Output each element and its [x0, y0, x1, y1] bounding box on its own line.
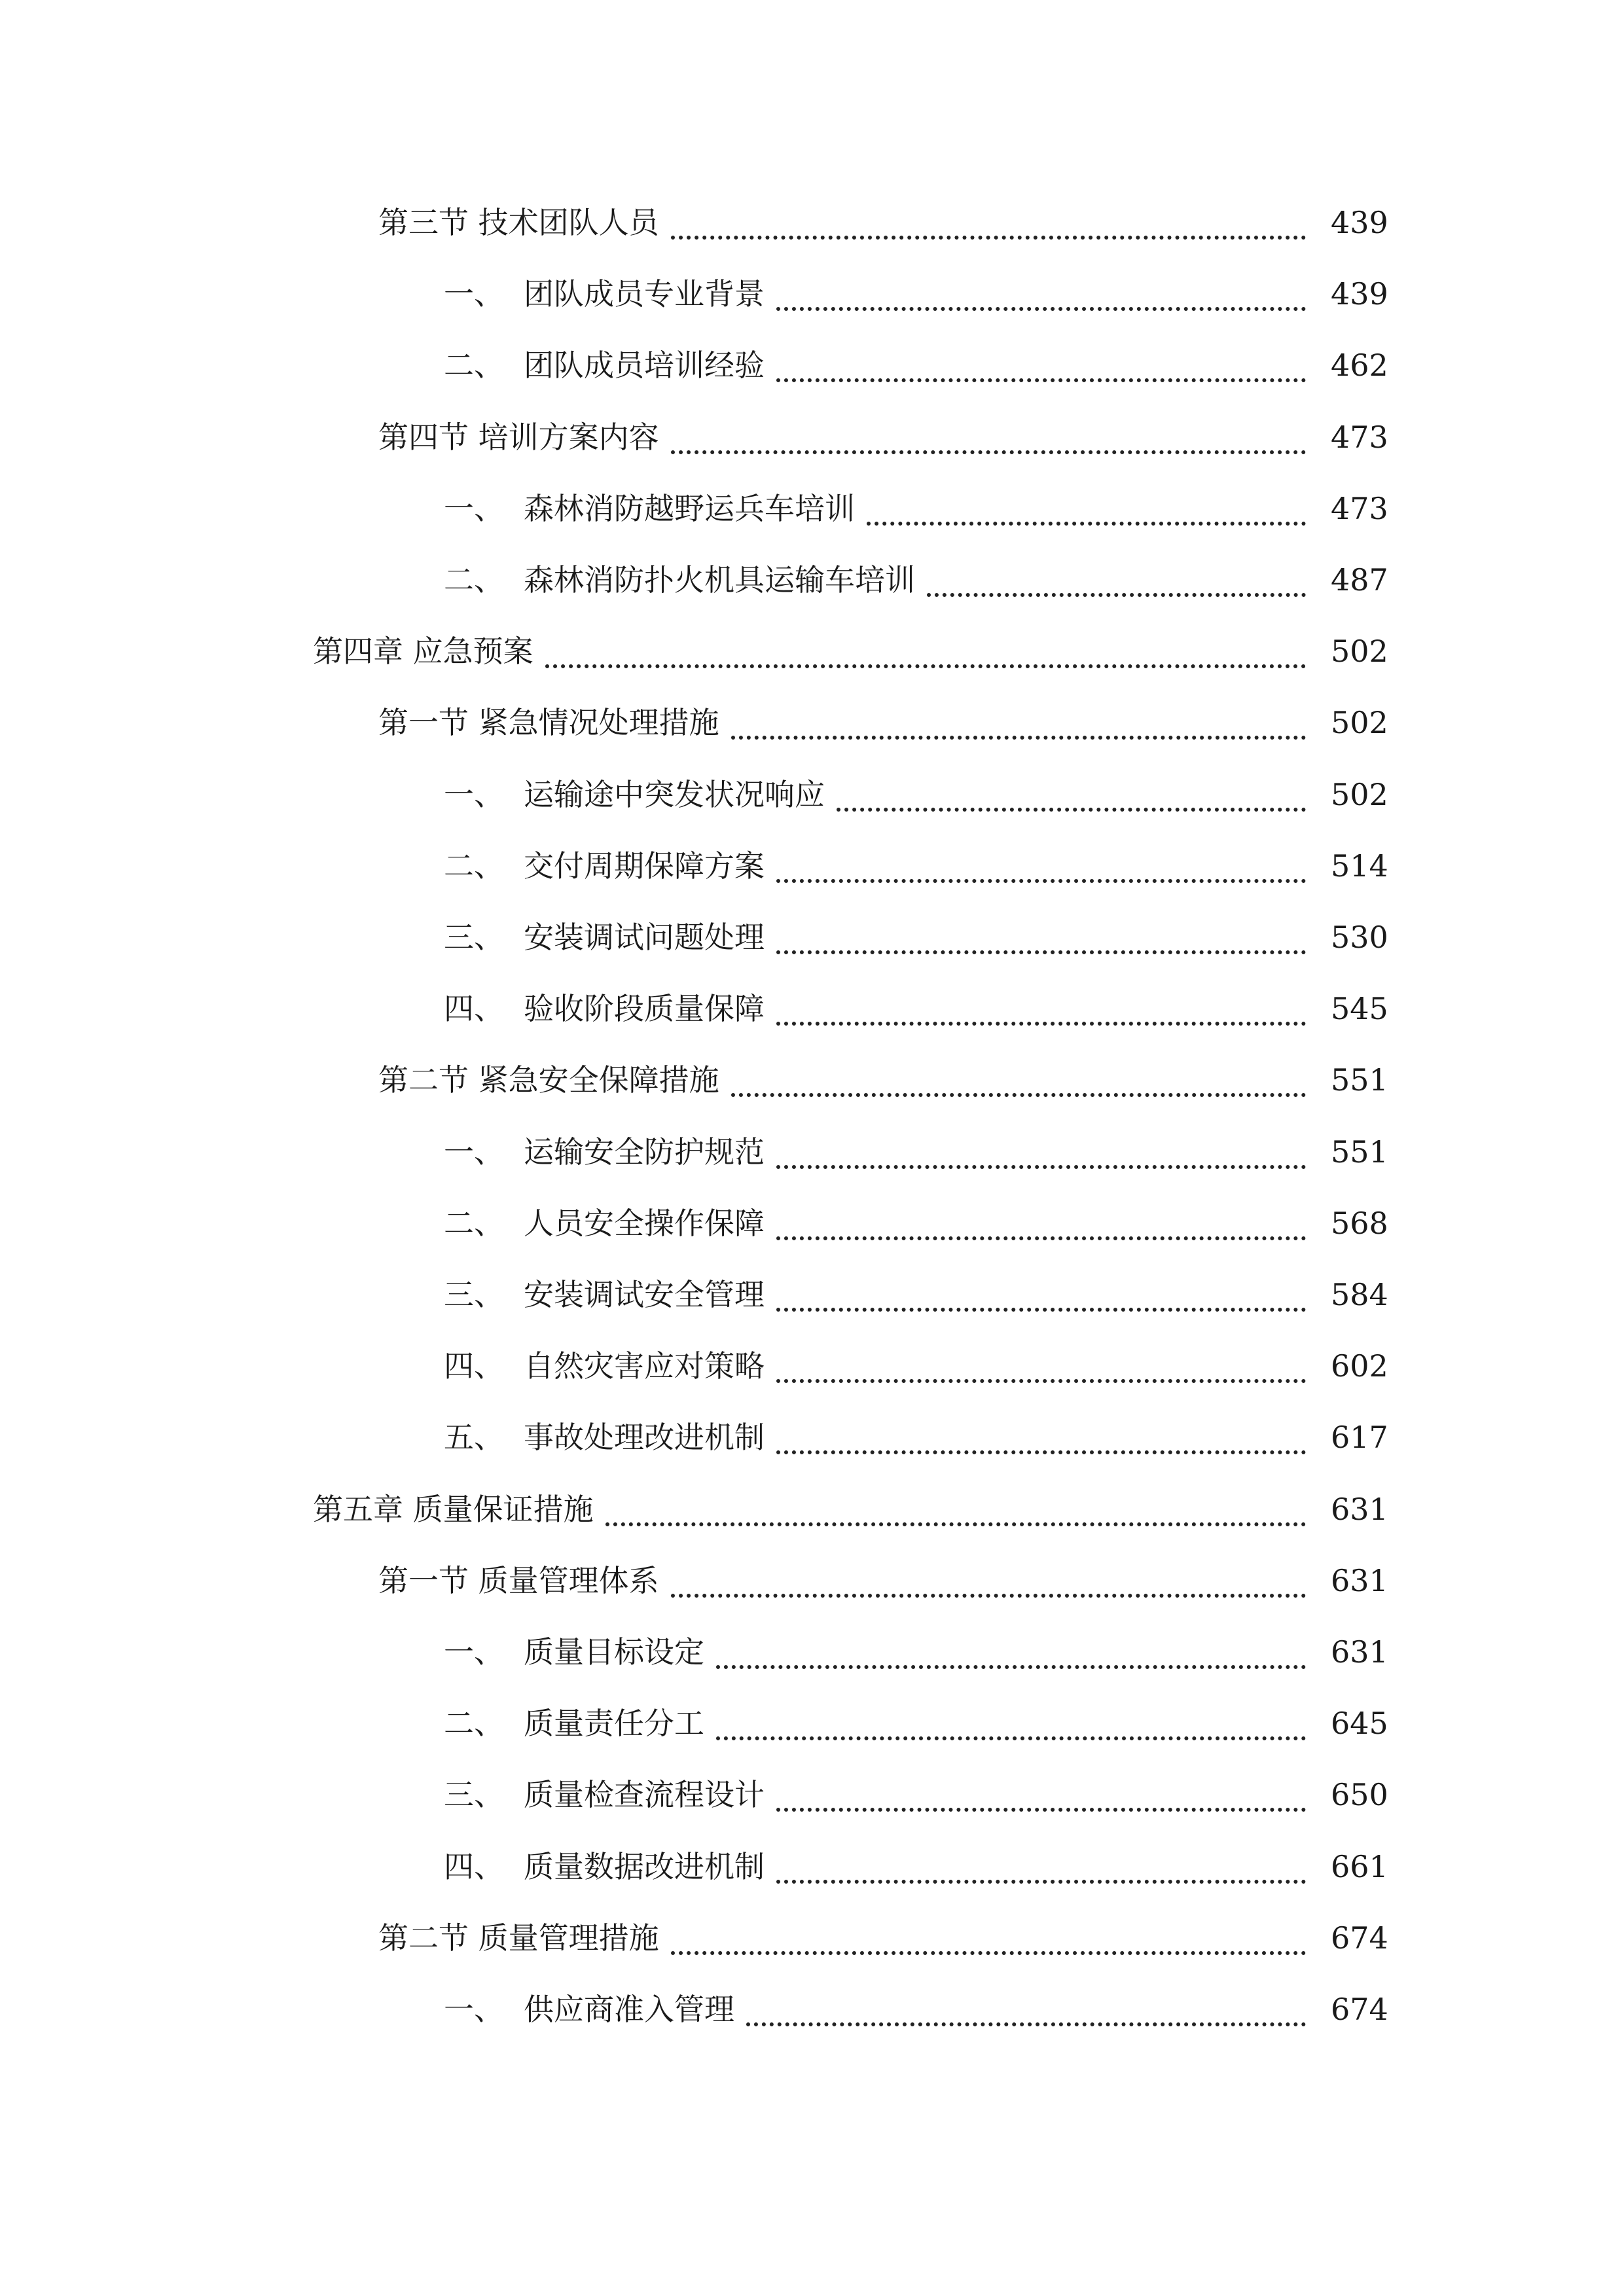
toc-entry[interactable] [0, 982, 1624, 1035]
toc-entry[interactable] [0, 339, 1624, 391]
toc-entry[interactable] [0, 1411, 1624, 1463]
toc-entry-number: 二、 [444, 562, 504, 598]
toc-page-number: 674 [1331, 1920, 1388, 1956]
toc-entry-number: 一、 [444, 1134, 504, 1170]
toc-entry-title: 第四章 应急预案 [313, 625, 539, 677]
toc-page-number: 602 [1331, 1348, 1388, 1384]
toc-entry-number: 一、 [444, 1992, 504, 2027]
toc-entry-title: 第五章 质量保证措施 [313, 1483, 599, 1535]
toc-page-number: 462 [1331, 348, 1388, 383]
toc-entry-number: 二、 [444, 348, 504, 383]
toc-page-number: 545 [1331, 991, 1388, 1026]
toc-dot-leader [776, 902, 1306, 954]
toc-entry-title: 质量目标设定 [524, 1626, 710, 1678]
toc-page-number: 674 [1331, 1992, 1388, 2027]
toc-entry-title: 第一节 质量管理体系 [378, 1554, 664, 1607]
toc-page-number: 650 [1331, 1777, 1388, 1812]
toc-dot-leader [776, 1759, 1306, 1812]
toc-dot-leader [837, 759, 1306, 812]
toc-entry-title: 人员安全操作保障 [524, 1197, 770, 1249]
toc-entry-number: 四、 [444, 991, 504, 1026]
toc-entry-title: 第三节 技术团队人员 [378, 196, 664, 249]
toc-page-number: 661 [1331, 1849, 1388, 1884]
toc-entry[interactable] [0, 411, 1624, 463]
toc-entry[interactable] [0, 554, 1624, 606]
toc-entry[interactable] [0, 482, 1624, 535]
toc-page-number: 645 [1331, 1706, 1388, 1741]
toc-entry-title: 交付周期保障方案 [524, 840, 770, 892]
toc-entry[interactable] [0, 911, 1624, 963]
toc-page-number: 473 [1331, 420, 1388, 455]
toc-entry-number: 三、 [444, 1777, 504, 1812]
toc-entry-number: 二、 [444, 1706, 504, 1741]
toc-entry[interactable] [0, 1983, 1624, 2036]
toc-page-number: 631 [1331, 1563, 1388, 1598]
toc-dot-leader [605, 1474, 1306, 1526]
toc-entry[interactable] [0, 1554, 1624, 1607]
toc-entry-number: 三、 [444, 1277, 504, 1312]
toc-page-number: 502 [1331, 777, 1388, 812]
toc-entry[interactable] [0, 1626, 1624, 1678]
toc-entry-number: 一、 [444, 491, 504, 526]
toc-page-number: 502 [1331, 634, 1388, 669]
toc-entry[interactable] [0, 1340, 1624, 1392]
toc-dot-leader [776, 1402, 1306, 1454]
toc-dot-leader [671, 1545, 1306, 1598]
toc-entry[interactable] [0, 1912, 1624, 1964]
toc-entry[interactable] [0, 1697, 1624, 1749]
toc-entry[interactable] [0, 1268, 1624, 1321]
toc-entry-title: 供应商准入管理 [524, 1983, 740, 2036]
toc-entry[interactable] [0, 696, 1624, 749]
toc-entry[interactable] [0, 1483, 1624, 1535]
toc-entry[interactable] [0, 268, 1624, 320]
toc-dot-leader [671, 1903, 1306, 1955]
toc-entry-title: 安装调试问题处理 [524, 911, 770, 963]
toc-dot-leader [776, 831, 1306, 883]
toc-entry-number: 五、 [444, 1420, 504, 1455]
toc-entry-number: 一、 [444, 777, 504, 812]
toc-entry-number: 四、 [444, 1849, 504, 1884]
toc-dot-leader [776, 330, 1306, 382]
toc-dot-leader [731, 687, 1306, 740]
toc-entry[interactable] [0, 1840, 1624, 1893]
toc-dot-leader [776, 1259, 1306, 1312]
toc-entry-title: 质量数据改进机制 [524, 1840, 770, 1893]
toc-page-number: 439 [1331, 276, 1388, 312]
toc-page-number: 551 [1331, 1062, 1388, 1098]
toc-dot-leader [671, 187, 1306, 240]
toc-entry-number: 四、 [444, 1348, 504, 1384]
toc-page-number: 568 [1331, 1206, 1388, 1241]
toc-entry[interactable] [0, 196, 1624, 249]
toc-entry-title: 第二节 质量管理措施 [378, 1912, 664, 1964]
toc-entry-title: 安装调试安全管理 [524, 1268, 770, 1321]
toc-page-number: 617 [1331, 1420, 1388, 1455]
toc-dot-leader [776, 1831, 1306, 1884]
toc-entry-number: 一、 [444, 276, 504, 312]
toc-dot-leader [746, 1974, 1306, 2026]
toc-entry-title: 森林消防扑火机具运输车培训 [524, 554, 920, 606]
toc-entry[interactable] [0, 625, 1624, 677]
toc-entry[interactable] [0, 1054, 1624, 1106]
toc-dot-leader [671, 402, 1306, 454]
toc-page-number: 631 [1331, 1634, 1388, 1670]
toc-entry-title: 运输安全防护规范 [524, 1126, 770, 1178]
toc-dot-leader [716, 1688, 1306, 1740]
toc-entry-title: 质量责任分工 [524, 1697, 710, 1749]
toc-entry-title: 第四节 培训方案内容 [378, 411, 664, 463]
toc-entry-number: 二、 [444, 848, 504, 884]
toc-entry[interactable] [0, 1197, 1624, 1249]
toc-entry-number: 一、 [444, 1634, 504, 1670]
toc-entry[interactable] [0, 840, 1624, 892]
toc-page-number: 530 [1331, 920, 1388, 955]
toc-entry[interactable] [0, 1768, 1624, 1821]
toc-dot-leader [716, 1617, 1306, 1669]
toc-entry-title: 第一节 紧急情况处理措施 [378, 696, 725, 749]
toc-entry-title: 森林消防越野运兵车培训 [524, 482, 860, 535]
toc-dot-leader [776, 1117, 1306, 1169]
toc-entry-number: 二、 [444, 1206, 504, 1241]
toc-entry[interactable] [0, 768, 1624, 821]
toc-entry-title: 验收阶段质量保障 [524, 982, 770, 1035]
toc-dot-leader [927, 545, 1306, 597]
toc-entry[interactable] [0, 1126, 1624, 1178]
toc-dot-leader [776, 1331, 1306, 1383]
toc-entry-title: 第二节 紧急安全保障措施 [378, 1054, 725, 1106]
toc-dot-leader [731, 1045, 1306, 1097]
toc-entry-title: 运输途中突发状况响应 [524, 768, 830, 821]
toc-dot-leader [776, 259, 1306, 311]
toc-dot-leader [545, 616, 1306, 668]
toc-page-number: 514 [1331, 848, 1388, 884]
toc-entry-title: 事故处理改进机制 [524, 1411, 770, 1463]
toc-page-number: 439 [1331, 205, 1388, 240]
toc-entry-number: 三、 [444, 920, 504, 955]
toc-entry-title: 团队成员培训经验 [524, 339, 770, 391]
toc-dot-leader [776, 1188, 1306, 1240]
toc-page-number: 631 [1331, 1492, 1388, 1527]
toc-dot-leader [776, 973, 1306, 1026]
toc-page-number: 487 [1331, 562, 1388, 598]
toc-entry-title: 团队成员专业背景 [524, 268, 770, 320]
toc-page-number: 584 [1331, 1277, 1388, 1312]
toc-page-number: 502 [1331, 705, 1388, 740]
toc-dot-leader [867, 473, 1306, 526]
toc-entry-title: 自然灾害应对策略 [524, 1340, 770, 1392]
toc-page-number: 551 [1331, 1134, 1388, 1170]
toc-entry-title: 质量检查流程设计 [524, 1768, 770, 1821]
toc-page-number: 473 [1331, 491, 1388, 526]
